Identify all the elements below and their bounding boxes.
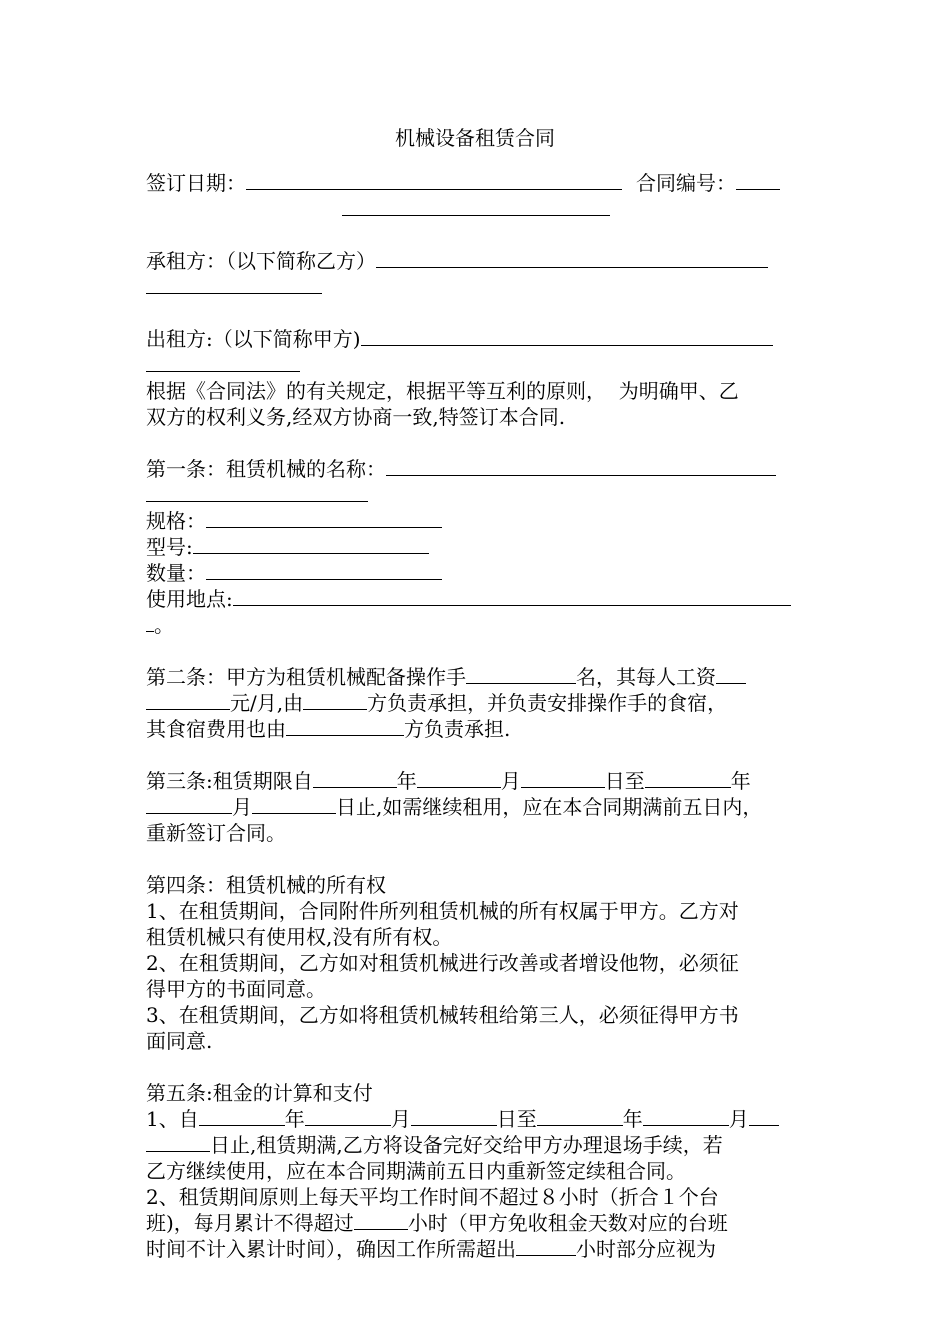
machine-name-blank-1 xyxy=(386,456,776,476)
article5-item1-line-3: 乙方继续使用，应在本合同期满前五日内重新签定续租合同。 xyxy=(146,1159,686,1183)
start-year-blank xyxy=(313,768,397,788)
end-year-blank xyxy=(645,768,731,788)
end-month-blank xyxy=(146,794,232,814)
rent-end-year-blank xyxy=(537,1106,623,1126)
location-blank-2 xyxy=(146,612,154,632)
rent-end-day-blank-1 xyxy=(749,1106,779,1126)
year-label: 年 xyxy=(730,769,751,793)
lessee-label: 承租方：（以下简称乙方） xyxy=(146,249,376,273)
year-label: 年 xyxy=(284,1107,305,1131)
location-line-2 xyxy=(146,612,806,638)
article4-line-3: 2、在租赁期间，乙方如对租赁机械进行改善或者增设他物，必须征 xyxy=(146,951,739,975)
item1-text-2: 日止,租赁期满,乙方将设备完好交给甲方办理退场手续，若 xyxy=(210,1133,723,1157)
article2-text-1: 第二条：甲方为租赁机械配备操作手 xyxy=(146,665,466,689)
article4-heading: 第四条：租赁机械的所有权 xyxy=(146,873,386,897)
item2-text-3b: 小时部分应视为 xyxy=(576,1237,716,1261)
item1-start: 1、自 xyxy=(146,1107,199,1131)
sign-date-line xyxy=(146,170,806,196)
item2-text-2a: 班)，每月累计不得超过 xyxy=(146,1211,354,1235)
article5-item2-line-2 xyxy=(146,1210,806,1236)
lessor-blank-1 xyxy=(361,326,773,346)
board-party-blank xyxy=(286,716,404,736)
model-blank xyxy=(193,534,429,554)
spec-line xyxy=(146,508,806,534)
item2-text-2b: 小时（甲方免收租金天数对应的台班 xyxy=(407,1211,728,1235)
article3-line-2 xyxy=(146,794,806,820)
sign-date-blank xyxy=(246,170,622,190)
start-month-blank xyxy=(417,768,501,788)
article2-text-3: 元/月,由 xyxy=(230,691,304,715)
article5-item1-line-1 xyxy=(146,1106,806,1132)
article4-line-4: 得甲方的书面同意。 xyxy=(146,977,326,1001)
quantity-blank xyxy=(206,560,442,580)
month-label: 月 xyxy=(500,769,521,793)
article2-text-5: 其食宿费用也由 xyxy=(146,717,286,741)
lessee-blank-2 xyxy=(146,274,322,294)
article3-line-3: 重新签订合同。 xyxy=(146,821,286,845)
lessee-blank-1 xyxy=(376,248,768,268)
article5-item2-line-3 xyxy=(146,1236,806,1262)
spec-blank xyxy=(206,508,442,528)
article3-text-1: 第三条:租赁期限自 xyxy=(146,769,313,793)
operator-count-blank xyxy=(466,664,576,684)
year-label: 年 xyxy=(396,769,417,793)
location-label: 使用地点: xyxy=(146,587,233,611)
lessee-line-2 xyxy=(146,274,806,300)
rent-start-day-blank xyxy=(411,1106,497,1126)
article1-name-line-2 xyxy=(146,482,806,508)
article5-item1-line-2 xyxy=(146,1132,806,1158)
quantity-line xyxy=(146,560,806,586)
model-line xyxy=(146,534,806,560)
end-day-blank xyxy=(252,794,336,814)
day-to-label: 日至 xyxy=(496,1107,537,1131)
article2-line-3 xyxy=(146,716,806,742)
article2-text-2: 名，其每人工资 xyxy=(576,665,716,689)
sign-date-label: 签订日期： xyxy=(146,171,246,195)
lessor-label: 出租方:（以下简称甲方) xyxy=(146,327,361,351)
wage-party-blank xyxy=(303,690,367,710)
start-day-blank xyxy=(521,768,605,788)
contract-body xyxy=(146,170,806,1262)
article2-text-4: 方负责承担，并负责安排操作手的食宿， xyxy=(367,691,728,715)
rent-start-year-blank xyxy=(199,1106,285,1126)
rent-start-month-blank xyxy=(305,1106,391,1126)
article4-line-1: 1、在租赁期间，合同附件所列租赁机械的所有权属于甲方。乙方对 xyxy=(146,899,739,923)
overtime-hours-blank xyxy=(516,1236,576,1256)
article4-line-5: 3、在租赁期间，乙方如将租赁机械转租给第三人，必须征得甲方书 xyxy=(146,1003,739,1027)
article3-line-1 xyxy=(146,768,806,794)
rent-end-day-blank-2 xyxy=(146,1132,210,1152)
article5-heading: 第五条:租金的计算和支付 xyxy=(146,1081,373,1105)
month-label: 月 xyxy=(390,1107,411,1131)
spec-label: 规格： xyxy=(146,509,206,533)
article4-line-6: 面同意. xyxy=(146,1029,213,1053)
article1-name-line xyxy=(146,456,806,482)
lessor-line-2 xyxy=(146,352,806,378)
article5-item2-line-1: 2、租赁期间原则上每天平均工作时间不超过８小时（折合１个台 xyxy=(146,1185,719,1209)
quantity-label: 数量： xyxy=(146,561,206,585)
preamble-line-1: 根据《合同法》的有关规定，根据平等互利的原则， 为明确甲、乙 xyxy=(146,379,739,403)
preamble-line-2: 双方的权利义务,经双方协商一致,特签订本合同. xyxy=(146,405,566,429)
machine-name-blank-2 xyxy=(146,482,368,502)
article2-line-1 xyxy=(146,664,806,690)
item2-text-3: 时间不计入累计时间），确因工作所需超出 xyxy=(146,1237,516,1261)
month-label: 月 xyxy=(728,1107,749,1131)
contract-no-blank-1 xyxy=(736,170,780,190)
lessor-blank-2 xyxy=(146,352,300,372)
wage-blank-2 xyxy=(146,690,230,710)
wage-blank-1 xyxy=(716,664,746,684)
location-line xyxy=(146,586,806,612)
month-label: 月 xyxy=(232,795,252,819)
year-label: 年 xyxy=(622,1107,643,1131)
contract-no-blank-2 xyxy=(342,196,610,216)
model-label: 型号: xyxy=(146,535,193,559)
article2-line-2 xyxy=(146,690,806,716)
rent-end-month-blank xyxy=(643,1106,729,1126)
contract-title: 机械设备租赁合同 xyxy=(395,126,555,150)
article3-text-2: 日止,如需继续租用，应在本合同期满前五日内， xyxy=(336,795,763,819)
location-end: 。 xyxy=(154,613,174,637)
article2-text-6: 方负责承担. xyxy=(404,717,511,741)
article4-line-2: 租赁机械只有使用权,没有所有权。 xyxy=(146,925,453,949)
contract-no-label: 合同编号： xyxy=(636,171,736,195)
article1-label: 第一条：租赁机械的名称： xyxy=(146,457,386,481)
lessee-line xyxy=(146,248,806,274)
day-to-label: 日至 xyxy=(604,769,645,793)
location-blank-1 xyxy=(233,586,791,606)
contract-no-line-2 xyxy=(146,196,806,222)
monthly-hours-blank xyxy=(354,1210,408,1230)
lessor-line xyxy=(146,326,806,352)
